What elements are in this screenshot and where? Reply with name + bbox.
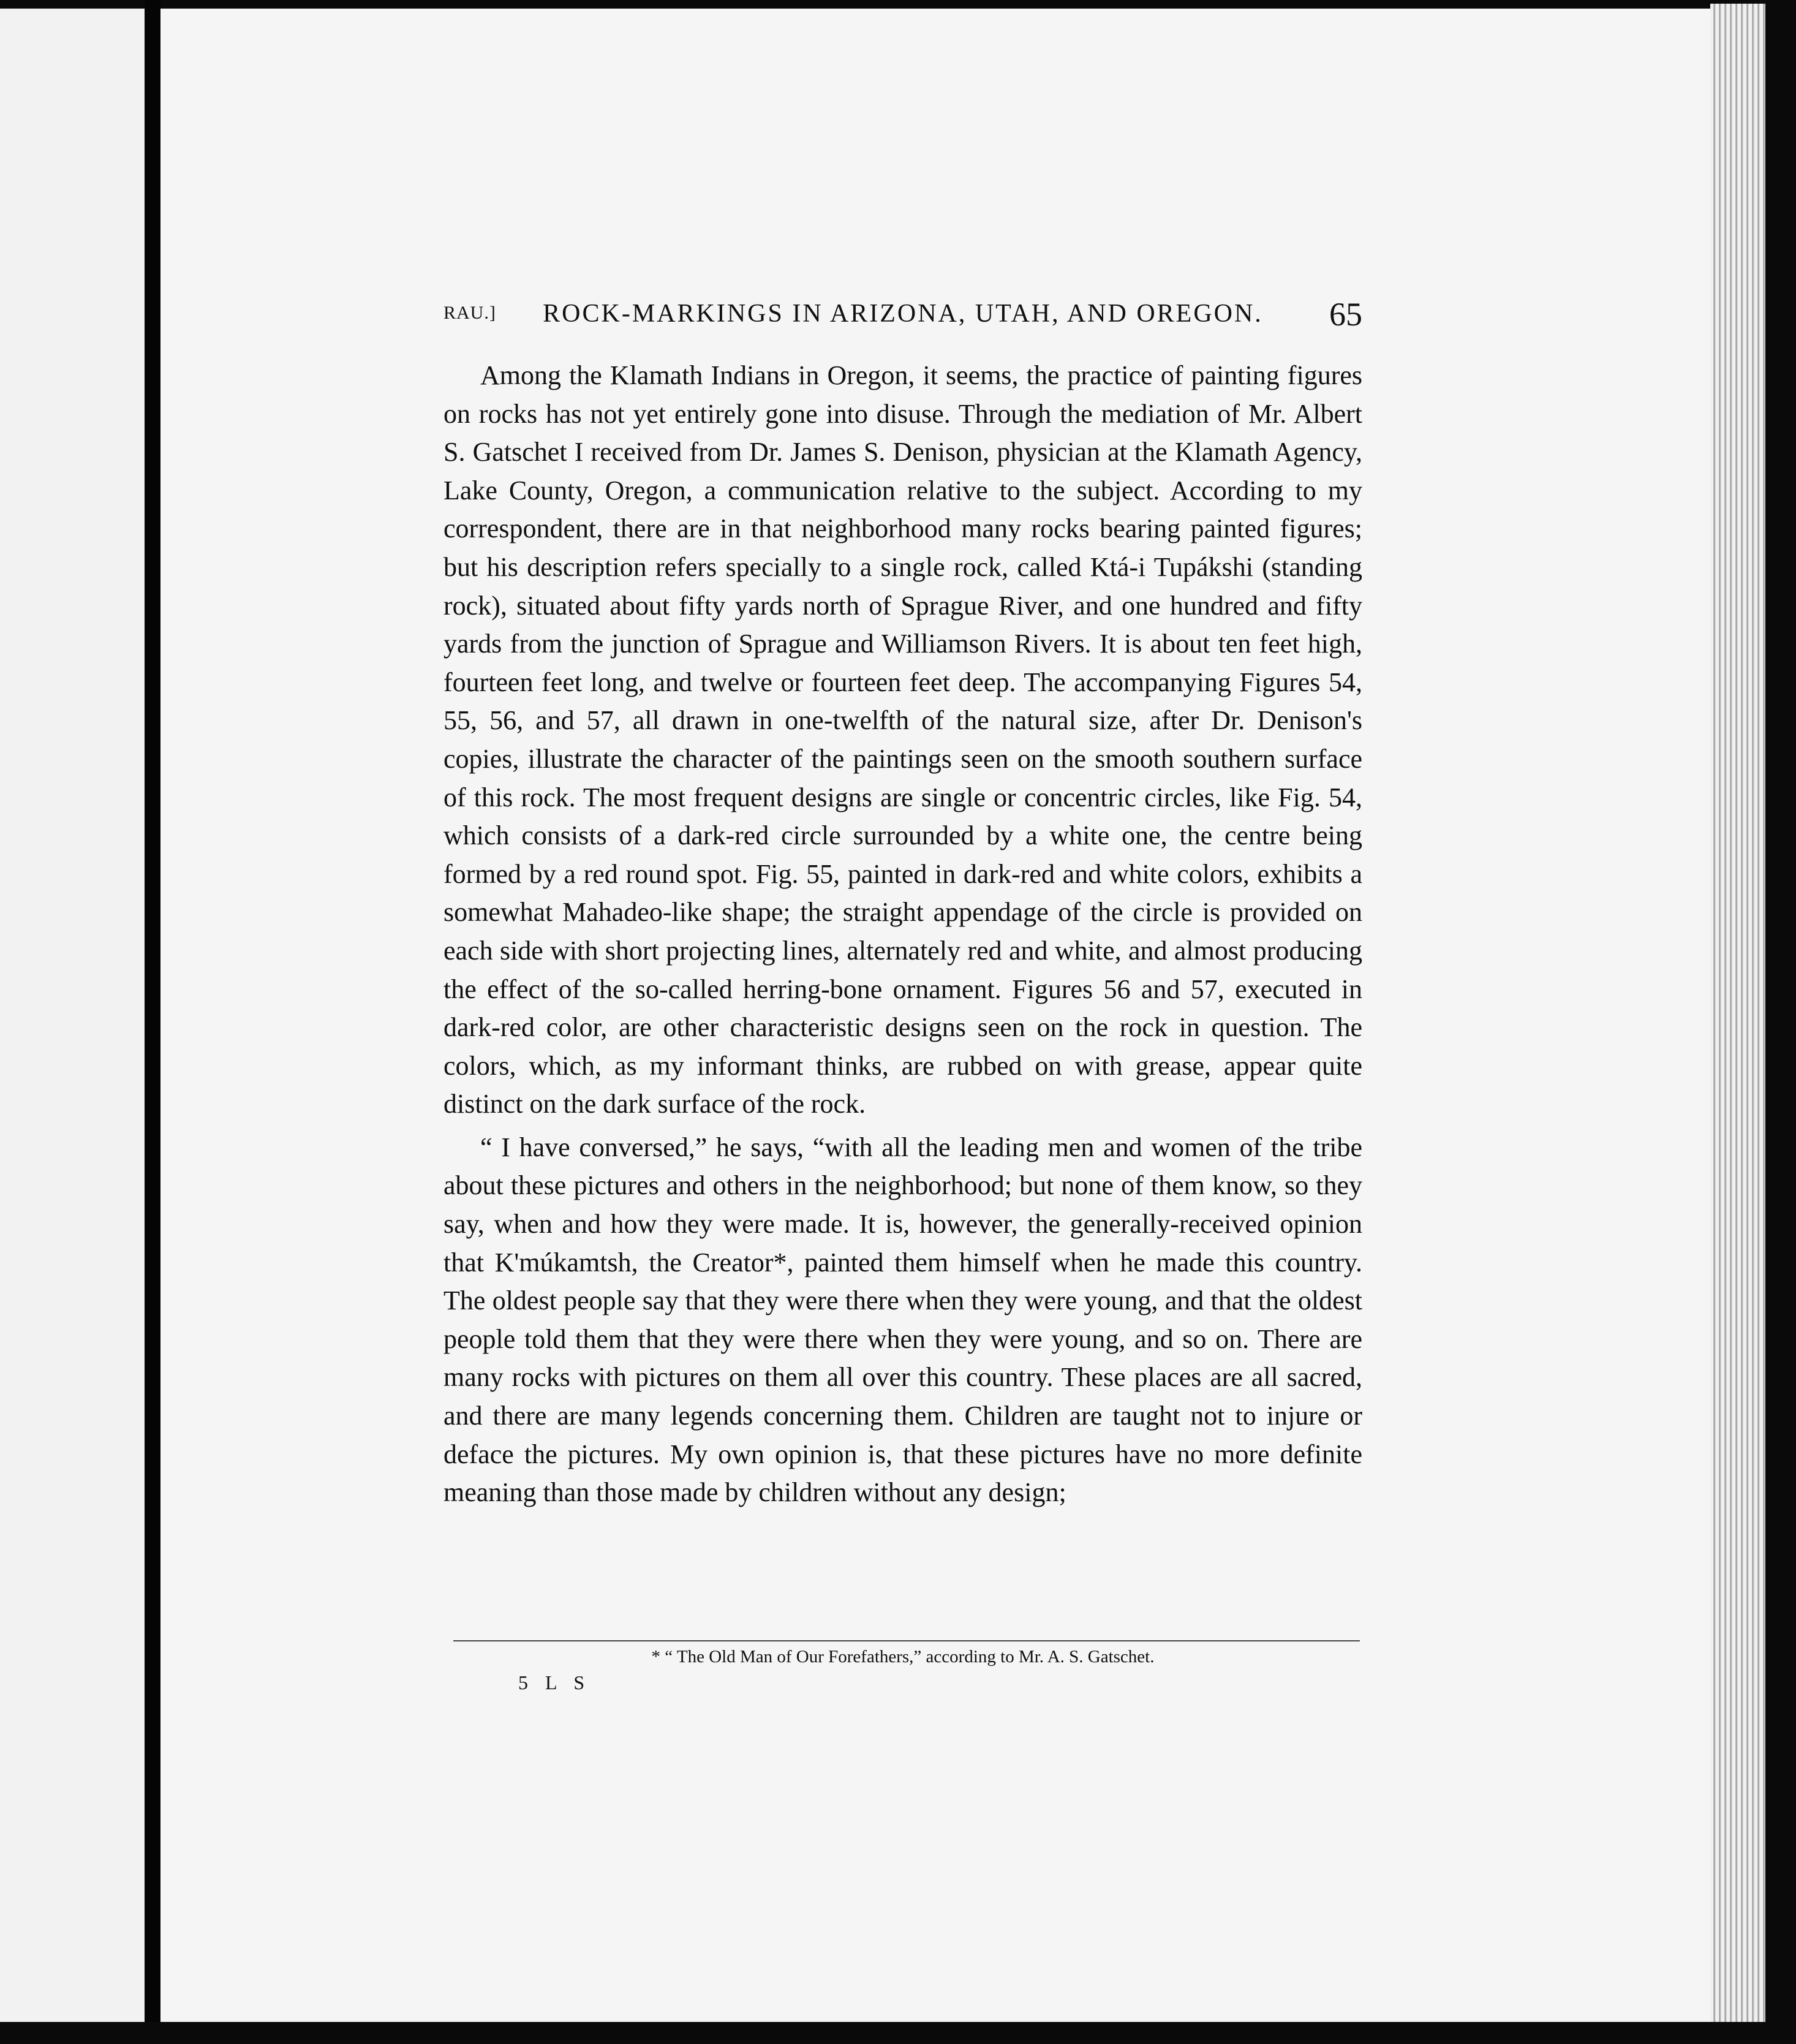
book-gutter xyxy=(145,0,160,2044)
paragraph-1: Among the Klamath Indians in Oregon, it seems, the practice of painting figures on rocks has not yet entirely gone into disuse. Through the mediation of Mr. Albert S. Gatschet I received from Dr. James S. Denison, physician at the Klamath Agency, Lake County, Oregon, a communication relative to the subject. According to my correspondent, there are in that neighborhood many rocks bearing painted figures; but his description refers specially to a single rock, called Ktá-i Tupákshi (standing rock), situated about fifty yards north of Sprague River, and one hundred and fifty yards from the junction of Sprague and Williamson Rivers. It is about ten feet high, fourteen feet long, and twelve or fourteen feet deep. The accompanying Figures 54, 55, 56, and 57, all drawn in one-twelfth of the natural size, after Dr. Denison's copies, illustrate the character of the paintings seen on the smooth southern surface of this rock. The most frequent designs are single or concentric circles, like Fig. 54, which consists of a dark-red circle surrounded by a white one, the centre being formed by a red round spot. Fig. 55, painted in dark-red and white colors, exhibits a somewhat Mahadeo-like shape; the straight appendage of the circle is provided on each side with short projecting lines, alternately red and white, and almost producing the effect of the so-called herring-bone ornament. Figures 56 and 57, executed in dark-red color, are other characteristic designs seen on the rock in question. The colors, which, as my informant thinks, are rubbed on with grease, appear quite distinct on the dark surface of the rock. xyxy=(443,360,1362,1119)
page-number: 65 xyxy=(1329,296,1362,333)
body-text xyxy=(443,357,1362,1512)
footnote-rule xyxy=(453,1640,1360,1641)
scan-border-bottom xyxy=(0,2022,1796,2044)
paragraph-2: “ I have conversed,” he says, “with all the leading men and women of the tribe about these pictures and others in the neighborhood; but none of them know, so they say, when and how they were made. It is, however, the generally-received opinion that K'múkamtsh, the Creator*, painted them himself when he made this country. The oldest people say that they were there when they were young, and that the oldest people told them that they were there when they were young, and so on. There are many rocks with pictures on them all over this country. These places are all sacred, and there are many legends concerning them. Children are taught not to injure or deface the pictures. My own opinion is, that these pictures have no more definite meaning than those made by children without any design; xyxy=(443,1132,1362,1508)
running-head xyxy=(443,296,1362,336)
facing-page-edge xyxy=(0,9,145,2031)
scan-border-right xyxy=(1765,0,1796,2044)
page-edges xyxy=(1710,4,1765,2026)
running-head-author: RAU.] xyxy=(443,303,496,323)
signature-mark: 5 L S xyxy=(518,1671,591,1694)
footnote: * “ The Old Man of Our Forefathers,” according to Mr. A. S. Gatschet. xyxy=(651,1647,1155,1667)
running-head-title: ROCK-MARKINGS IN ARIZONA, UTAH, AND OREGON. xyxy=(543,300,1263,328)
